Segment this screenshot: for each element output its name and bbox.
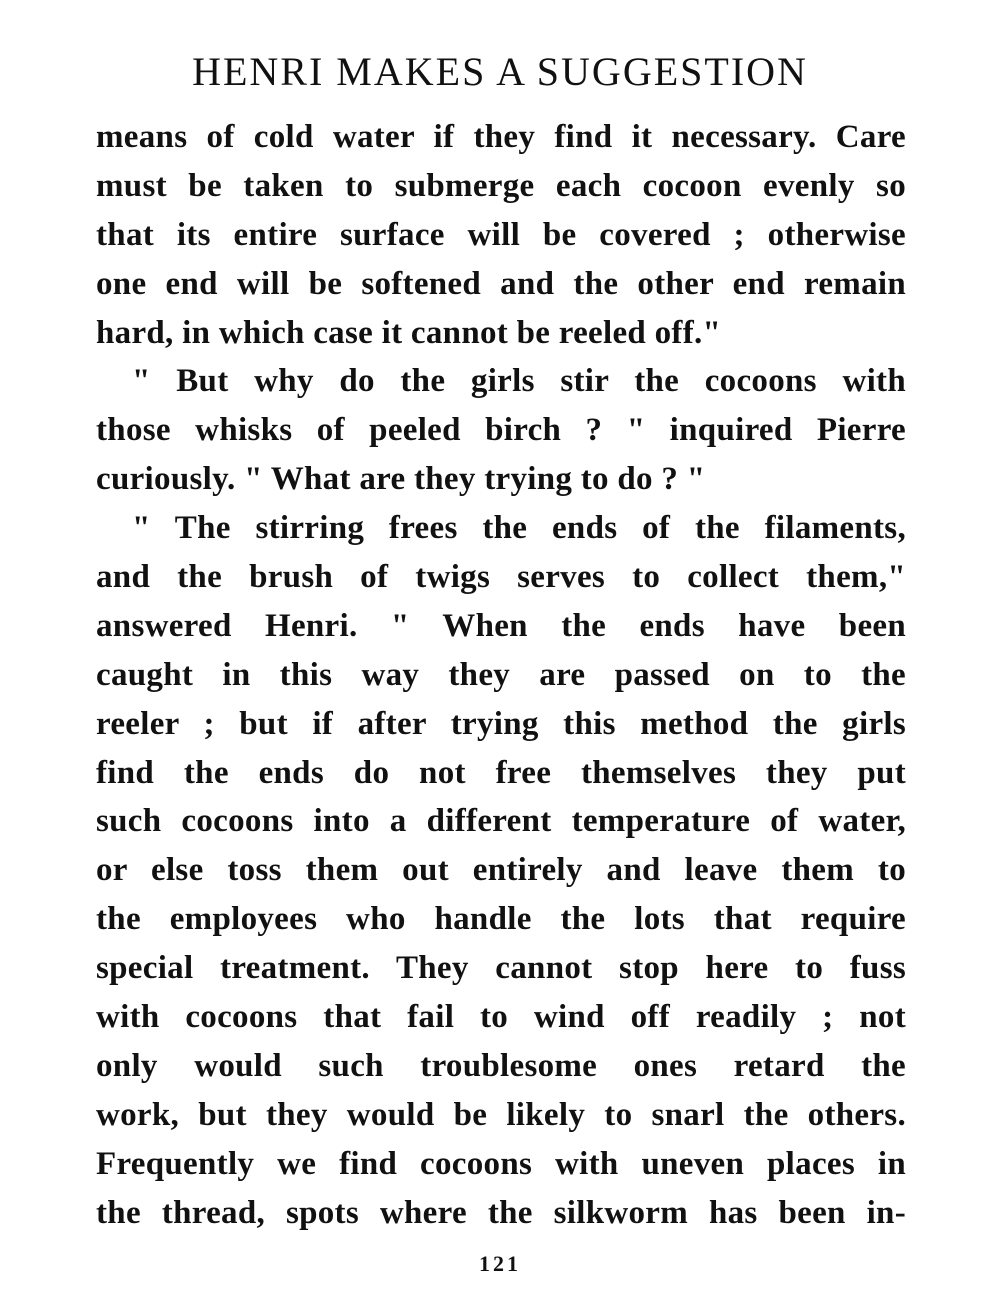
text-line: " The stirring frees the ends of the filaments, xyxy=(132,510,906,547)
page-number: 121 xyxy=(479,1251,521,1276)
text-line: and the brush of twigs serves to collect them," xyxy=(96,559,906,596)
text-line: answered Henri. " When the ends have been xyxy=(96,607,906,644)
text-line: such cocoons into a different temperature of water, xyxy=(96,803,906,840)
text-line: one end will be softened and the other end remain xyxy=(96,265,906,302)
text-line: the employees who handle the lots that require xyxy=(96,901,906,938)
text-line: hard, in which case it cannot be reeled off." xyxy=(96,314,722,351)
text-line: means of cold water if they find it necessary. Care xyxy=(96,119,906,155)
text-line: the thread, spots where the silkworm has been in- xyxy=(96,1194,906,1231)
text-line: curiously. " What are they trying to do ? " xyxy=(96,461,706,498)
text-line: Frequently we find cocoons with uneven places in xyxy=(96,1145,906,1182)
text-line: that its entire surface will be covered ; otherwise xyxy=(96,216,906,253)
text-line: " But why do the girls stir the cocoons with xyxy=(132,363,906,400)
text-line: find the ends do not free themselves they put xyxy=(96,754,906,791)
text-line: work, but they would be likely to snarl the others. xyxy=(96,1096,906,1133)
text-line: must be taken to submerge each cocoon evenly so xyxy=(96,167,906,204)
text-line: those whisks of peeled birch ? " inquired Pierre xyxy=(96,412,906,449)
text-line: special treatment. They cannot stop here to fuss xyxy=(96,950,906,987)
body-text xyxy=(96,113,906,1237)
text-line: caught in this way they are passed on to the xyxy=(96,656,906,693)
running-head: HENRI MAKES A SUGGESTION xyxy=(192,49,808,94)
text-line: with cocoons that fail to wind off readily ; not xyxy=(96,999,906,1036)
text-line: or else toss them out entirely and leave them to xyxy=(96,852,906,889)
text-line: only would such troublesome ones retard the xyxy=(96,1047,906,1084)
text-line: reeler ; but if after trying this method the girls xyxy=(96,705,906,742)
